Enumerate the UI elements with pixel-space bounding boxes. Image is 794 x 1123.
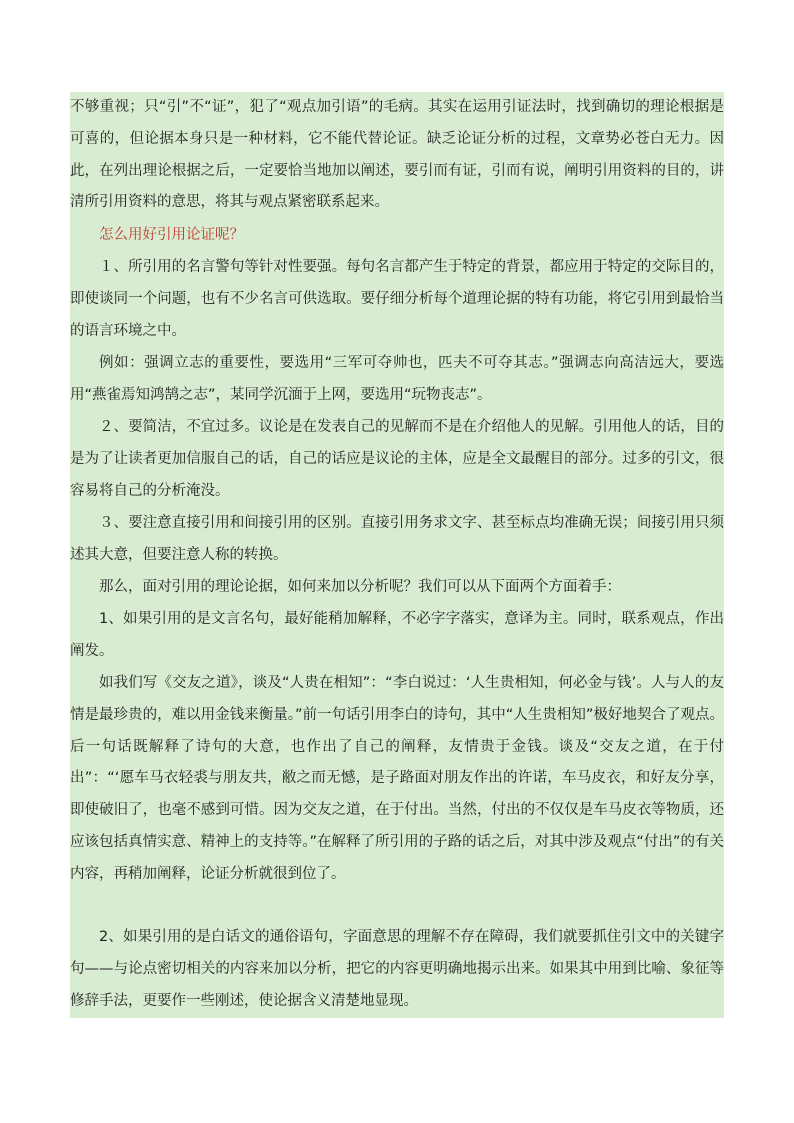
paragraph-example-friendship: 如我们写《交友之道》，谈及“人贵在相知”：“李白说过：‘人生贵相知，何必金与钱’。人与人的友情是最珍贵的，难以用金钱来衡量。”前一句话引用李白的诗句，其中“人生贵相知”极好地契合了观点。后一句话既解释了诗句的大意，也作出了自己的阐释，友情贵于金钱。谈及“交友之道，在于付出”：“‘愿车马衣轻裘与朋友共，敝之而无憾，是子路面对朋友作出的许诺，车马皮衣，和好友分享，即使破旧了，也毫不感到可惜。因为交友之道，在于付出。当然，付出的不仅仅是车马皮衣等物质，还应该包括真情实意、精神上的支持等。”在解释了所引用的子路的话之后，对其中涉及观点“付出”的有关内容，再稍加阐释，论证分析就很到位了。 <box>70 675 724 882</box>
paragraph-example-ambition: 例如：强调立志的重要性，要选用“三军可夺帅也，匹夫不可夺其志。”强调志向高洁远大，要选用“燕雀焉知鸿鹄之志”，某同学沉湎于上网，要选用“玩物丧志”。 <box>70 355 724 403</box>
paragraph-method-2-vernacular: 2、如果引用的是白话文的通俗语句，字面意思的理解不存在障碍，我们就要抓住引文中的关键字句——与论点密切相关的内容来加以分析，把它的内容更明确地揭示出来。如果其中用到比喻、象征等修辞手法，更要作一些刚述，使论据含义清楚地显现。 <box>70 929 724 1009</box>
paragraph-method-1-classical: 1、如果引用的是文言名句，最好能稍加解释，不必字字落实，意译为主。同时，联系观点，作出阐发。 <box>70 611 724 659</box>
paragraph-analysis-intro: 那么，面对引用的理论论据，如何来加以分析呢？我们可以从下面两个方面着手： <box>99 579 621 595</box>
paragraph-point-1-relevance: １、所引用的名言警句等针对性要强。每句名言都产生于特定的背景，都应用于特定的交际目的，即使谈同一个问题，也有不少名言可供选取。要仔细分析每个道理论据的特有功能，将它引用到最恰当的语言环境之中。 <box>70 259 724 339</box>
paragraph-citation-problem: 不够重视；只“引”不“证”，犯了“观点加引语”的毛病。其实在运用引证法时，找到确切的理论根据是可喜的，但论据本身只是一种材料，它不能代替论证。缺乏论证分析的过程，文章势必苍白无力。因此，在列出理论根据之后，一定要恰当地加以阐述，要引而有证，引而有说，阐明引用资料的目的，讲清所引用资料的意思，将其与观点紧密联系起来。 <box>70 99 724 211</box>
section-heading-how-to-cite: 怎么用好引用论证呢？ <box>99 227 244 243</box>
paragraph-point-3-direct-indirect: ３、要注意直接引用和间接引用的区别。直接引用务求文字、甚至标点均准确无误；间接引用只须述其大意，但要注意人称的转换。 <box>70 515 724 563</box>
paragraph-point-2-concise: ２、要简洁，不宜过多。议论是在发表自己的见解而不是在介绍他人的见解。引用他人的话，目的是为了让读者更加信服自己的话，自己的话应是议论的主体，应是全文最醒目的部分。过多的引文，很容易将自己的分析淹没。 <box>70 419 724 499</box>
document-body <box>70 92 724 1018</box>
